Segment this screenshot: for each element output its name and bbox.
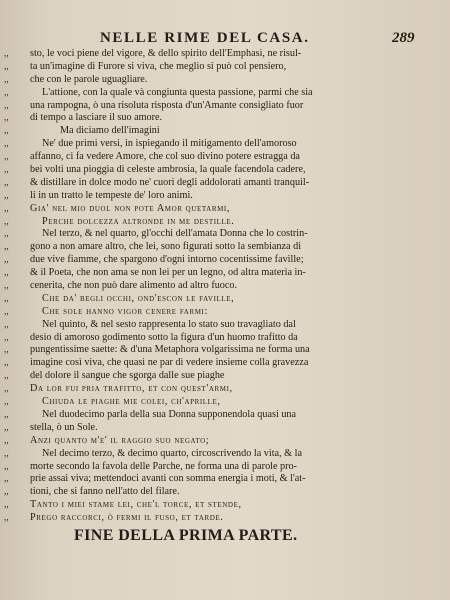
line-text: & distillare in dolce modo ne' cuori degli addolorati amanti tranquil- [30, 176, 310, 188]
text-line [4, 254, 444, 267]
line-text: desio di amoroso godimento sotto la figura d'un huomo trafitto da [30, 331, 298, 343]
line-text: gono a non amare altro, che lei, sono figurati sotto la sembianza di [30, 241, 302, 253]
verse-quotation: Da lor fui pria trafitto, et con quest'armi, [30, 383, 233, 395]
quote-mark: ,, [4, 409, 9, 420]
text-line [4, 138, 444, 151]
verse-quotation: Prego raccorci, ò fermi il fuso, et tarde. [30, 512, 224, 524]
line-text: che con le parole uguagliare. [30, 73, 148, 85]
quote-mark: ,, [4, 461, 9, 472]
line-text: bei volti una pioggia di celeste ambrosia, la quale facendola cadere, [30, 164, 306, 176]
line-text: di tempo a lasciare il suo amore. [30, 112, 163, 124]
text-line [4, 241, 444, 254]
text-line [4, 422, 444, 435]
text-line [4, 125, 444, 138]
line-text: tioni, che si fanno nell'atto del filare. [30, 486, 180, 498]
quote-mark: ,, [4, 487, 9, 498]
quote-mark: ,, [4, 306, 9, 317]
line-text: & il Poeta, che non ama se non lei per un legno, od altra materia in- [30, 267, 306, 279]
quote-mark: ,, [4, 500, 9, 511]
quote-mark: ,, [4, 255, 9, 266]
quote-mark: ,, [4, 87, 9, 98]
text-line [4, 100, 444, 113]
line-text: Nel duodecimo parla della sua Donna supponendola quasi una [42, 408, 297, 420]
quote-mark: ,, [4, 113, 9, 124]
quote-mark: ,, [4, 268, 9, 279]
text-line [4, 473, 444, 486]
body-text [4, 48, 444, 525]
line-text: Nel terzo, & nel quarto, gl'occhi dell'amata Donna che lo costrin- [42, 228, 308, 240]
text-line [4, 87, 444, 100]
text-line [4, 228, 444, 241]
end-of-part-title: FINE DELLA PRIMA PARTE. [74, 527, 298, 544]
line-text: Ne' due primi versi, in ispiegando il mitigamento dell'amoroso [42, 138, 297, 150]
text-line [4, 512, 444, 525]
text-line [4, 409, 444, 422]
quote-mark: ,, [4, 293, 9, 304]
quote-mark: ,, [4, 242, 9, 253]
quote-mark: ,, [4, 216, 9, 227]
verse-quotation: Che sole hanno vigor cenere farmi: [42, 305, 208, 317]
text-line [4, 48, 444, 61]
line-text: pungentissime saette: & d'una Metaphora volgarissima ne forma una [30, 344, 310, 356]
line-text: L'attione, con la quale và congiunta questa passione, parmi che sia [42, 86, 313, 98]
verse-quotation: Tanto i miei stame lei, che'l torce, et stende, [30, 499, 242, 511]
verse-quotation: Anzi quanto m'e' il raggio suo negato; [30, 434, 210, 446]
quote-mark: ,, [4, 203, 9, 214]
line-text: ta un'imagine di Furore si viva, che meglio si può col pensiero, [30, 60, 287, 72]
text-line [4, 499, 444, 512]
line-text: li in un tratto le tempeste de' loro animi. [30, 189, 193, 201]
text-line [4, 435, 444, 448]
text-line [4, 190, 444, 203]
quote-mark: ,, [4, 61, 9, 72]
text-line [4, 164, 444, 177]
text-line [4, 319, 444, 332]
quote-mark: ,, [4, 229, 9, 240]
quote-mark: ,, [4, 422, 9, 433]
quote-mark: ,, [4, 435, 9, 446]
quote-mark: ,, [4, 152, 9, 163]
text-line [4, 357, 444, 370]
text-line [4, 151, 444, 164]
quote-mark: ,, [4, 384, 9, 395]
text-line [4, 216, 444, 229]
text-line [4, 306, 444, 319]
text-line [4, 461, 444, 474]
line-text: imagine così viva, che quasi ne par di vedere insieme colla gravezza [30, 357, 309, 369]
quote-mark: ,, [4, 332, 9, 343]
quote-mark: ,, [4, 139, 9, 150]
text-line [4, 112, 444, 125]
quote-mark: ,, [4, 190, 9, 201]
line-text: Nel quinto, & nel sesto rappresenta lo stato suo travagliato dal [42, 318, 296, 330]
quote-mark: ,, [4, 74, 9, 85]
quote-mark: ,, [4, 165, 9, 176]
line-text: una rampogna, ò una risoluta risposta d'un'Amante consigliato fuor [30, 99, 304, 111]
verse-quotation: Chiuda le piaghe mie colei, ch'aprille, [42, 396, 221, 408]
quote-mark: ,, [4, 345, 9, 356]
quote-mark: ,, [4, 358, 9, 369]
line-text: morte secondo la favola delle Parche, ne forma una di parole pro- [30, 460, 298, 472]
text-line [4, 448, 444, 461]
text-line [4, 61, 444, 74]
verse-quotation: Gia' nel mio duol non pote Amor quetarmi, [30, 202, 231, 214]
text-line [4, 280, 444, 293]
quote-mark: ,, [4, 126, 9, 137]
line-text: cenerita, che non può dare alimento ad altro fuoco. [30, 280, 238, 292]
quote-mark: ,, [4, 177, 9, 188]
page-number: 289 [392, 30, 415, 46]
line-text: sto, le voci piene del vigore, & dello spirito dell'Emphasi, ne risul- [30, 48, 302, 59]
line-text: Ma diciamo dell'imagini [60, 125, 160, 137]
text-line [4, 383, 444, 396]
line-text: Nel decimo terzo, & decimo quarto, circoscrivendo la vita, & la [42, 447, 302, 459]
text-line [4, 344, 444, 357]
line-text: stella, ò un Sole. [30, 421, 98, 433]
line-text: due vive fiamme, che spargono d'ogni intorno cocentissime faville; [30, 254, 304, 266]
text-line [4, 486, 444, 499]
text-line [4, 396, 444, 409]
quote-mark: ,, [4, 319, 9, 330]
text-line [4, 74, 444, 87]
text-line [4, 370, 444, 383]
running-title: NELLE RIME DEL CASA. [100, 30, 310, 46]
line-text: del dolore il sangue che sgorga dalle sue piaghe [30, 370, 225, 382]
text-line [4, 293, 444, 306]
text-line [4, 203, 444, 216]
quote-mark: ,, [4, 513, 9, 524]
quote-mark: ,, [4, 49, 9, 59]
verse-quotation: Che da' begli occhi, ond'escon le faville, [42, 292, 235, 304]
verse-quotation: Perche dolcezza altronde in me destille. [42, 215, 235, 227]
page-header [0, 30, 450, 48]
quote-mark: ,, [4, 474, 9, 485]
quote-mark: ,, [4, 281, 9, 292]
quote-mark: ,, [4, 371, 9, 382]
quote-mark: ,, [4, 448, 9, 459]
text-line [4, 267, 444, 280]
text-line [4, 177, 444, 190]
line-text: prie assai viva; mettendoci avanti con somma energia i moti, & l'at- [30, 473, 306, 485]
quote-mark: ,, [4, 397, 9, 408]
quote-mark: ,, [4, 100, 9, 111]
line-text: affanno, ci fa vedere Amore, che col suo divino potere estragga da [30, 151, 300, 163]
text-line [4, 332, 444, 345]
